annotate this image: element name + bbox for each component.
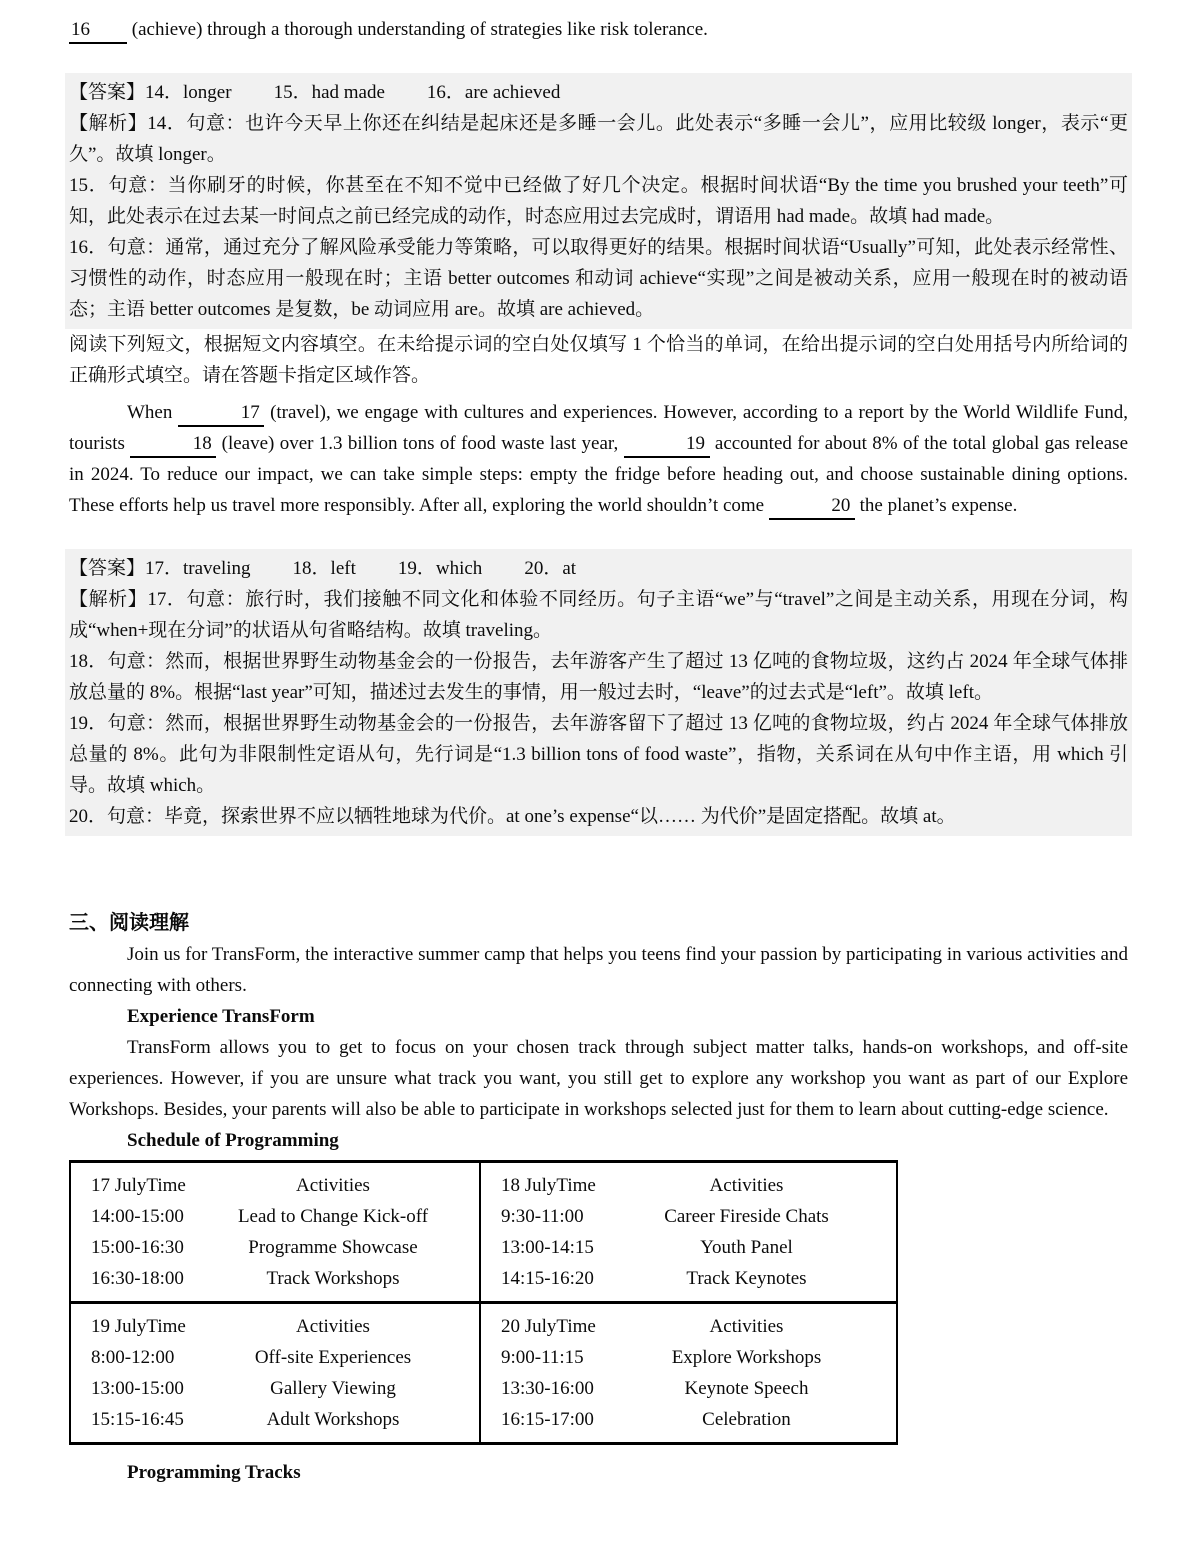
entry-activity: Gallery Viewing — [270, 1378, 396, 1399]
entry-activity: Career Fireside Chats — [664, 1206, 829, 1227]
answer-item-17: 17．traveling — [145, 558, 251, 579]
entry-time: 16:30-18:00 — [91, 1268, 184, 1289]
passage-segment: (leave) over 1.3 billion tons of food waste last year, — [216, 433, 624, 454]
analysis-label: 【解析】 — [69, 589, 148, 610]
entry-activity: Track Keynotes — [686, 1268, 807, 1289]
entry-time: 9:30-11:00 — [501, 1206, 584, 1227]
explanation-paragraph-20: 20．句意：毕竟，探索世界不应以牺牲地球为代价。at one’s expense“以…… 为代价”是固定搭配。故填 at。 — [69, 806, 956, 827]
answer-item-20: 20．at — [524, 558, 577, 579]
schedule-entry — [501, 1201, 896, 1232]
schedule-cell-20-july — [480, 1303, 897, 1444]
cloze-instructions: 阅读下列短文，根据短文内容填空。在未给提示词的空白处仅填写 1 个恰当的单词，在给出提示词的空白处用括号内所给词的正确形式填空。请在答题卡指定区域作答。 — [69, 334, 1128, 386]
experience-paragraph: TransForm allows you to get to focus on your chosen track through subject matter talks, hands-on workshops, and off-site experiences. However, if you are unsure what track you want, you still get to explore any workshop you want as part of our Explore Workshops. Besides, your parents will also be able to participate in workshops selected just for them to learn about cutting-edge science. — [69, 1037, 1128, 1120]
entry-time: 13:00-15:00 — [91, 1378, 184, 1399]
programming-tracks-heading: Programming Tracks — [127, 1462, 301, 1483]
experience-transform-heading: Experience TransForm — [127, 1006, 315, 1027]
grammar-answer-block — [65, 73, 1132, 329]
answer-item-18: 18．left — [292, 558, 356, 579]
cloze-passage — [69, 397, 1128, 521]
entry-time: 8:00-12:00 — [91, 1347, 175, 1368]
entry-time: 15:00-16:30 — [91, 1237, 184, 1258]
activities-header: Activities — [709, 1175, 784, 1196]
date-header: 19 JulyTime — [91, 1316, 186, 1337]
answer-item-19: 19．which — [397, 558, 483, 579]
entry-time: 14:00-15:00 — [91, 1206, 184, 1227]
schedule-table — [69, 1160, 898, 1445]
schedule-header-row — [91, 1311, 479, 1342]
schedule-row-1 — [70, 1162, 897, 1303]
schedule-row-2 — [70, 1303, 897, 1444]
blank-19: 19 — [624, 432, 710, 458]
analysis-label: 【解析】 — [69, 113, 148, 134]
entry-activity: Explore Workshops — [671, 1347, 822, 1368]
activities-header: Activities — [296, 1175, 370, 1196]
schedule-entry — [91, 1373, 479, 1404]
explanation-paragraph-14 — [69, 108, 1128, 170]
answer-label: 【答案】 — [69, 558, 146, 579]
passage-segment: the planet’s expense. — [854, 495, 1018, 516]
entry-activity: Off-site Experiences — [254, 1347, 412, 1368]
schedule-entry — [501, 1232, 896, 1263]
blank-16: 16 — [69, 18, 127, 44]
cloze-answers-line — [69, 553, 1128, 584]
answer-item-14: 14．longer — [145, 82, 232, 103]
reading-intro-paragraph: Join us for TransForm, the interactive summer camp that helps you teens find your passion by participating in various activities and connecting with others. — [69, 944, 1128, 996]
explanation-paragraph-16: 16．句意：通常，通过充分了解风险承受能力等策略，可以取得更好的结果。根据时间状语“Usually”可知，此处表示经常性、习惯性的动作，时态应用一般现在时；主语 better outcomes 和动词 achieve“实现”之间是被动关系，应用一般现在时的被动语态；主语 better outcomes 是复数，be 动词应用 are。故填 are achieved。 — [69, 237, 1128, 320]
activities-header: Activities — [709, 1316, 784, 1337]
schedule-header-row — [501, 1170, 896, 1201]
explanation-paragraph-19: 19．句意：然而，根据世界野生动物基金会的一份报告，去年游客留下了超过 13 亿吨的食物垃圾，约占 2024 年全球气体排放总量的 8%。此句为非限制性定语从句，先行词是“1.3 billion tons of food waste”，指物，关系词在从句中作主语，用 which 引导。故填 which。 — [69, 713, 1128, 796]
explanation-paragraph-15: 15．句意：当你刷牙的时候，你甚至在不知不觉中已经做了好几个决定。根据时间状语“By the time you brushed your teeth”可知，此处表示在过去某一时间点之前已经完成的动作，时态应用过去完成时，谓语用 had made。故填 had made。 — [69, 175, 1128, 227]
entry-time: 14:15-16:20 — [501, 1268, 594, 1289]
schedule-entry — [501, 1404, 896, 1435]
schedule-entry — [501, 1263, 896, 1294]
section-heading-reading: 三、阅读理解 — [69, 912, 189, 934]
explanation-paragraph-17 — [69, 584, 1128, 646]
entry-activity: Track Workshops — [266, 1268, 400, 1289]
schedule-heading: Schedule of Programming — [127, 1130, 339, 1151]
entry-time: 15:15-16:45 — [91, 1409, 184, 1430]
blank-17: 17 — [178, 401, 264, 427]
passage-segment: accounted for about 8% of the total global gas release in 2024. To reduce our impact, we can take simple steps: empty the fridge before heading out, and choose sustainable dining options. These efforts help us travel more responsibly. After all, exploring the world shouldn’t come — [69, 433, 1128, 516]
cloze-answer-block — [65, 549, 1132, 836]
blank-20: 20 — [769, 494, 855, 520]
entry-activity: Lead to Change Kick-off — [237, 1206, 429, 1227]
date-header: 17 JulyTime — [91, 1175, 186, 1196]
entry-time: 13:00-14:15 — [501, 1237, 594, 1258]
entry-activity: Adult Workshops — [266, 1409, 400, 1430]
schedule-header-row — [501, 1311, 896, 1342]
explanation-17-text: 17．句意：旅行时，我们接触不同文化和体验不同经历。句子主语“we”与“travel”之间是主动关系，用现在分词，构成“when+现在分词”的状语从句省略结构。故填 traveling。 — [69, 589, 1128, 641]
activities-header: Activities — [296, 1316, 370, 1337]
schedule-entry — [91, 1201, 479, 1232]
schedule-entry — [501, 1373, 896, 1404]
schedule-entry — [91, 1263, 479, 1294]
schedule-entry — [91, 1342, 479, 1373]
explanation-14-text: 14．句意：也许今天早上你还在纠结是起床还是多睡一会儿。此处表示“多睡一会儿”，应用比较级 longer，表示“更久”。故填 longer。 — [69, 113, 1128, 165]
entry-time: 9:00-11:15 — [501, 1347, 584, 1368]
date-header: 18 JulyTime — [501, 1175, 596, 1196]
schedule-entry — [91, 1232, 479, 1263]
date-header: 20 JulyTime — [501, 1316, 596, 1337]
entry-time: 13:30-16:00 — [501, 1378, 594, 1399]
explanation-paragraph-18: 18．句意：然而，根据世界野生动物基金会的一份报告，去年游客产生了超过 13 亿吨的食物垃圾，这约占 2024 年全球气体排放总量的 8%。根据“last year”可知，描述过去发生的事情，用一般过去时，“leave”的过去式是“left”。故填 left。 — [69, 651, 1128, 703]
schedule-cell-19-july — [70, 1303, 480, 1444]
blank-18: 18 — [130, 432, 216, 458]
entry-activity: Youth Panel — [700, 1237, 793, 1258]
entry-time: 16:15-17:00 — [501, 1409, 594, 1430]
schedule-cell-17-july — [70, 1162, 480, 1303]
entry-activity: Keynote Speech — [684, 1378, 809, 1399]
document-page — [69, 14, 1128, 1488]
answer-item-16: 16．are achieved — [426, 82, 561, 103]
schedule-entry — [501, 1342, 896, 1373]
schedule-cell-18-july — [480, 1162, 897, 1303]
passage-segment: (travel), we engage with cultures and experiences. However, according to a report by the World Wildlife Fund, tourists — [69, 402, 1128, 454]
answer-item-15: 15．had made — [273, 82, 385, 103]
answer-label: 【答案】 — [69, 82, 146, 103]
grammar-answers-line — [69, 77, 1128, 108]
schedule-header-row — [91, 1170, 479, 1201]
cloze-item-16-text: (achieve) through a thorough understanding of strategies like risk tolerance. — [131, 19, 708, 40]
schedule-entry — [91, 1404, 479, 1435]
passage-segment: When — [127, 402, 179, 423]
cloze-item-16-line — [69, 14, 1128, 45]
entry-activity: Celebration — [702, 1409, 791, 1430]
entry-activity: Programme Showcase — [248, 1237, 418, 1258]
